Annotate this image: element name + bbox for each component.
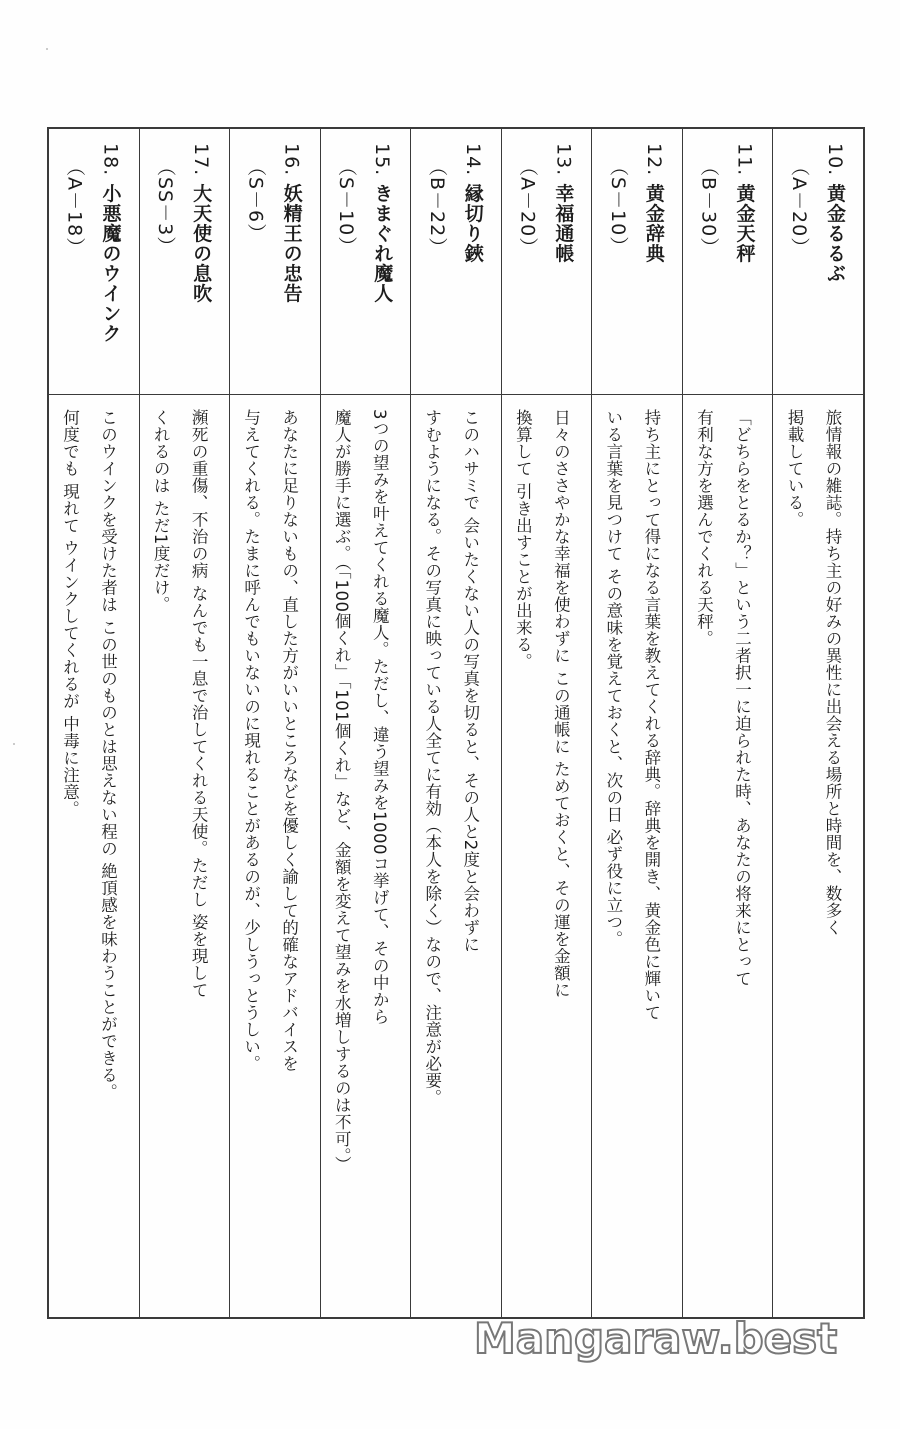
item-number: 12. — [642, 143, 665, 177]
item-name-cell — [411, 129, 501, 395]
description-line: 与えてくれる。たまに呼んでもいないのに現れることがあるのが、少しうっとうしい。 — [241, 409, 261, 1072]
item-name: 黄金辞典 — [642, 183, 665, 264]
item-description-cell — [230, 395, 320, 1317]
scan-speck — [13, 743, 15, 745]
item-number: 18. — [99, 143, 122, 177]
item-rank: （B－30） — [697, 157, 720, 258]
item-name-cell — [230, 129, 320, 395]
item-rank: （S－10） — [606, 157, 629, 257]
item-description-cell — [321, 395, 411, 1317]
item-name: 小悪魔のウインク — [99, 183, 122, 344]
description-line: 「どちらをとるか？」という二者択一に迫られた時、あなたの将来にとって — [732, 409, 752, 987]
item-name: 幸福通帳 — [552, 183, 575, 264]
item-name: 大天使の息吹 — [190, 183, 213, 304]
description-line: 有利な方を選んでくれる天秤。 — [694, 409, 714, 647]
table-row-item-10 — [772, 129, 863, 1317]
item-description-cell — [49, 395, 139, 1317]
item-name-cell — [592, 129, 682, 395]
item-rank: （S－6） — [244, 157, 267, 244]
item-number: 15. — [371, 143, 394, 177]
item-name: 黄金るるぶ — [824, 183, 846, 284]
item-name: 妖精王の忠告 — [280, 183, 303, 304]
item-number: 11. — [733, 143, 756, 177]
description-line: くれるのは ただ1度だけ。 — [151, 409, 171, 613]
description-line: 日々のささやかな幸福を使わずに この通帳に ためておくと、その運を金額に — [551, 409, 571, 999]
item-description-cell — [592, 395, 682, 1317]
table-row-item-15 — [320, 129, 411, 1317]
item-number: 14. — [461, 143, 484, 177]
scan-speck — [46, 48, 48, 50]
description-line: いる言葉を見つけて その意味を覚えておくと、次の日 必ず役に立つ。 — [603, 409, 623, 948]
description-line: 3つの望みを叶えてくれる魔人。ただし、違う望みを1000コ挙げて、その中から — [370, 409, 390, 1025]
table-row-item-12 — [591, 129, 682, 1317]
item-name: 縁切り鋏 — [461, 183, 484, 264]
item-name-cell — [140, 129, 230, 395]
item-rank: （A－18） — [63, 157, 86, 258]
description-line: 掲載している。 — [785, 409, 804, 528]
item-number: 17. — [190, 143, 213, 177]
item-name: 黄金天秤 — [733, 183, 756, 264]
item-rank: （A－20） — [516, 157, 539, 258]
item-name-cell — [321, 129, 411, 395]
item-number: 10. — [824, 143, 846, 177]
item-description-cell — [411, 395, 501, 1317]
item-number: 16. — [280, 143, 303, 177]
description-line: 魔人が勝手に選ぶ。（「100個くれ」「101個くれ」など、金額を変えて望みを水増しするのは不可。） — [332, 409, 352, 1173]
table-row-item-11 — [682, 129, 773, 1317]
description-line: このハサミで 会いたくない人の写真を切ると、その人と2度と会わずに — [460, 409, 480, 953]
table-row-item-17 — [139, 129, 230, 1317]
description-line: 持ち主にとって得になる言葉を教えてくれる辞典。辞典を開き、黄金色に輝いて — [641, 409, 661, 1021]
item-description-cell — [502, 395, 592, 1317]
table-row-item-18 — [49, 129, 139, 1317]
item-name: きまぐれ魔人 — [371, 183, 394, 304]
table-row-item-13 — [501, 129, 592, 1317]
item-description-cell — [773, 395, 863, 1317]
item-description-cell — [683, 395, 773, 1317]
description-line: あなたに足りないもの、直した方がいいところなどを優しく諭して的確なアドバイスを — [279, 409, 299, 1072]
item-name-cell — [49, 129, 139, 395]
item-table — [47, 127, 865, 1319]
description-line: このウインクを受けた者は この世のものとは思えない程の 絶頂感を味わうことができる。 — [98, 409, 118, 1101]
item-number: 13. — [552, 143, 575, 177]
item-name-cell — [502, 129, 592, 395]
table-row-item-16 — [229, 129, 320, 1317]
item-rank: （A－20） — [788, 157, 810, 258]
table-row-item-14 — [410, 129, 501, 1317]
item-description-cell — [140, 395, 230, 1317]
item-rank: （S－10） — [335, 157, 358, 257]
description-line: 換算して 引き出すことが出来る。 — [513, 409, 533, 670]
description-line: 瀕死の重傷、不治の病 なんでも一息で治してくれる天使。ただし 姿を現して — [189, 409, 209, 999]
item-rank: （SS－3） — [154, 157, 177, 257]
description-line: すむようになる。その写真に映っている人全てに有効（本人を除く）なので、注意が必要。 — [422, 409, 442, 1106]
item-name-cell — [773, 129, 863, 395]
description-line: 何度でも 現れて ウインクしてくれるが 中毒に注意。 — [60, 409, 80, 818]
description-line: 旅情報の雑誌。持ち主の好みの異性に出会える場所と時間を、数多く — [823, 409, 842, 936]
item-rank: （B－22） — [425, 157, 448, 258]
item-name-cell — [683, 129, 773, 395]
site-watermark: Mangaraw.best — [474, 1314, 838, 1363]
